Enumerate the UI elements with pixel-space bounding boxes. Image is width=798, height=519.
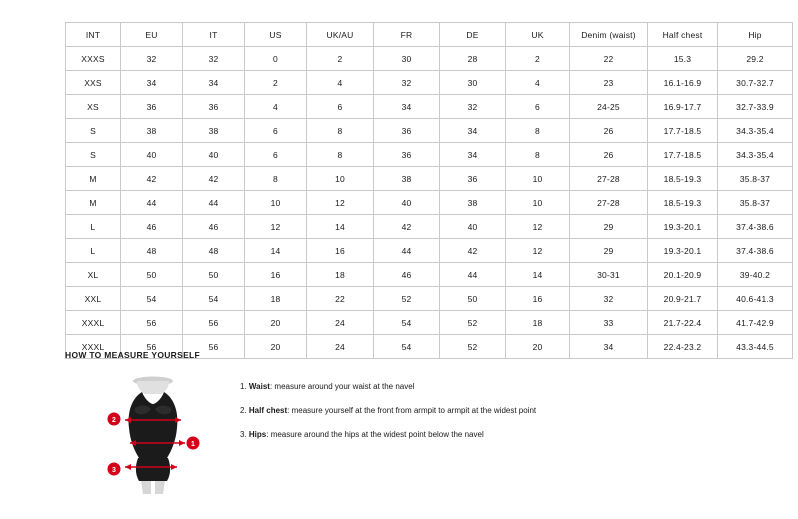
cell-it: 36: [183, 95, 245, 119]
cell-int: S: [66, 143, 121, 167]
cell-fr: 54: [374, 311, 440, 335]
marker-2-icon: [108, 413, 121, 426]
cell-uk-au: 22: [307, 287, 374, 311]
instruction-text: : measure around your waist at the navel: [269, 382, 415, 391]
cell-de: 38: [440, 191, 506, 215]
cell-hip: 34.3-35.4: [718, 143, 793, 167]
cell-us: 8: [245, 167, 307, 191]
cell-denim-waist: 23: [570, 71, 648, 95]
cell-de: 34: [440, 143, 506, 167]
cell-eu: 56: [121, 311, 183, 335]
cell-fr: 40: [374, 191, 440, 215]
cell-it: 56: [183, 335, 245, 359]
cell-half-chest: 17.7-18.5: [648, 143, 718, 167]
cell-us: 4: [245, 95, 307, 119]
cell-denim-waist: 30-31: [570, 263, 648, 287]
column-header-denim-waist: Denim (waist): [570, 23, 648, 47]
cell-us: 20: [245, 335, 307, 359]
cell-uk-au: 8: [307, 143, 374, 167]
cell-hip: 34.3-35.4: [718, 119, 793, 143]
cell-de: 50: [440, 287, 506, 311]
cell-uk-au: 2: [307, 47, 374, 71]
cell-de: 42: [440, 239, 506, 263]
cell-half-chest: 16.9-17.7: [648, 95, 718, 119]
instruction-number: 2.: [240, 406, 247, 415]
table-row: [66, 239, 793, 263]
cell-uk-au: 12: [307, 191, 374, 215]
cell-de: 32: [440, 95, 506, 119]
cell-uk: 12: [506, 215, 570, 239]
cell-eu: 44: [121, 191, 183, 215]
table-row: [66, 95, 793, 119]
cell-uk: 20: [506, 335, 570, 359]
cell-it: 50: [183, 263, 245, 287]
cell-denim-waist: 34: [570, 335, 648, 359]
cell-uk-au: 14: [307, 215, 374, 239]
cell-int: XXXL: [66, 335, 121, 359]
how-to-measure-section: [65, 350, 765, 474]
cell-de: 36: [440, 167, 506, 191]
cell-half-chest: 18.5-19.3: [648, 191, 718, 215]
cell-uk: 10: [506, 191, 570, 215]
cell-de: 30: [440, 71, 506, 95]
svg-text:2: 2: [112, 416, 116, 424]
cell-fr: 30: [374, 47, 440, 71]
cell-uk-au: 4: [307, 71, 374, 95]
cell-half-chest: 22.4-23.2: [648, 335, 718, 359]
cell-half-chest: 18.5-19.3: [648, 167, 718, 191]
cell-hip: 40.6-41.3: [718, 287, 793, 311]
table-row: [66, 143, 793, 167]
cell-uk-au: 6: [307, 95, 374, 119]
cell-fr: 52: [374, 287, 440, 311]
cell-half-chest: 20.1-20.9: [648, 263, 718, 287]
instruction-text: : measure around the hips at the widest point below the navel: [266, 430, 484, 439]
cell-it: 32: [183, 47, 245, 71]
cell-hip: 41.7-42.9: [718, 311, 793, 335]
cell-eu: 48: [121, 239, 183, 263]
cell-uk: 16: [506, 287, 570, 311]
instruction-number: 1.: [240, 382, 247, 391]
size-chart-container: [65, 22, 774, 359]
cell-hip: 43.3-44.5: [718, 335, 793, 359]
cell-eu: 42: [121, 167, 183, 191]
measurement-instructions-list: [240, 380, 760, 452]
cell-half-chest: 15.3: [648, 47, 718, 71]
cell-uk-au: 18: [307, 263, 374, 287]
column-header-hip: Hip: [718, 23, 793, 47]
cell-int: XXS: [66, 71, 121, 95]
instruction-term: Hips: [248, 430, 267, 439]
cell-us: 12: [245, 215, 307, 239]
cell-denim-waist: 26: [570, 119, 648, 143]
cell-hip: 29.2: [718, 47, 793, 71]
cell-int: XXXL: [66, 311, 121, 335]
cell-uk: 10: [506, 167, 570, 191]
female-mannequin-measurement-diagram: [85, 374, 225, 494]
cell-fr: 44: [374, 239, 440, 263]
cell-uk: 8: [506, 119, 570, 143]
cell-us: 2: [245, 71, 307, 95]
cell-us: 20: [245, 311, 307, 335]
instruction-text: : measure yourself at the front from armpit to armpit at the widest point: [287, 406, 537, 415]
cell-int: XXXS: [66, 47, 121, 71]
cell-de: 52: [440, 335, 506, 359]
cell-it: 56: [183, 311, 245, 335]
cell-us: 10: [245, 191, 307, 215]
svg-text:3: 3: [112, 466, 116, 474]
cell-eu: 34: [121, 71, 183, 95]
table-header-row: [66, 23, 793, 47]
cell-fr: 34: [374, 95, 440, 119]
cell-it: 40: [183, 143, 245, 167]
cell-half-chest: 16.1-16.9: [648, 71, 718, 95]
cell-denim-waist: 32: [570, 287, 648, 311]
cell-us: 6: [245, 119, 307, 143]
column-header-uk: UK: [506, 23, 570, 47]
cell-de: 34: [440, 119, 506, 143]
cell-int: XL: [66, 263, 121, 287]
marker-3-icon: [108, 463, 121, 476]
cell-us: 14: [245, 239, 307, 263]
list-item: [240, 380, 760, 393]
cell-eu: 38: [121, 119, 183, 143]
column-header-de: DE: [440, 23, 506, 47]
cell-uk-au: 10: [307, 167, 374, 191]
cell-uk: 18: [506, 311, 570, 335]
table-row: [66, 287, 793, 311]
list-item: [240, 404, 760, 417]
cell-denim-waist: 27-28: [570, 191, 648, 215]
cell-uk-au: 8: [307, 119, 374, 143]
svg-text:1: 1: [191, 440, 195, 448]
column-header-int: INT: [66, 23, 121, 47]
cell-eu: 40: [121, 143, 183, 167]
column-header-us: US: [245, 23, 307, 47]
size-chart-table: [65, 22, 793, 359]
cell-hip: 37.4-38.6: [718, 215, 793, 239]
cell-int: M: [66, 191, 121, 215]
cell-us: 0: [245, 47, 307, 71]
cell-hip: 30.7-32.7: [718, 71, 793, 95]
cell-fr: 46: [374, 263, 440, 287]
column-header-fr: FR: [374, 23, 440, 47]
cell-half-chest: 19.3-20.1: [648, 239, 718, 263]
cell-uk: 4: [506, 71, 570, 95]
instruction-term: Half chest: [248, 406, 288, 415]
list-item: [240, 428, 760, 441]
cell-hip: 39-40.2: [718, 263, 793, 287]
column-header-it: IT: [183, 23, 245, 47]
cell-hip: 32.7-33.9: [718, 95, 793, 119]
cell-half-chest: 21.7-22.4: [648, 311, 718, 335]
table-row: [66, 71, 793, 95]
cell-fr: 32: [374, 71, 440, 95]
how-to-measure-title: HOW TO MEASURE YOURSELF: [65, 350, 201, 360]
cell-de: 28: [440, 47, 506, 71]
cell-eu: 46: [121, 215, 183, 239]
marker-1-icon: [187, 437, 200, 450]
cell-uk: 14: [506, 263, 570, 287]
cell-it: 34: [183, 71, 245, 95]
instruction-term: Waist: [248, 382, 270, 391]
cell-uk: 2: [506, 47, 570, 71]
cell-de: 44: [440, 263, 506, 287]
cell-de: 40: [440, 215, 506, 239]
cell-it: 44: [183, 191, 245, 215]
table-row: [66, 311, 793, 335]
cell-int: S: [66, 119, 121, 143]
cell-us: 6: [245, 143, 307, 167]
cell-it: 48: [183, 239, 245, 263]
table-row: [66, 191, 793, 215]
cell-it: 54: [183, 287, 245, 311]
cell-it: 38: [183, 119, 245, 143]
column-header-half-chest: Half chest: [648, 23, 718, 47]
cell-denim-waist: 24-25: [570, 95, 648, 119]
cell-half-chest: 17.7-18.5: [648, 119, 718, 143]
cell-eu: 36: [121, 95, 183, 119]
cell-eu: 50: [121, 263, 183, 287]
cell-denim-waist: 33: [570, 311, 648, 335]
cell-denim-waist: 26: [570, 143, 648, 167]
cell-it: 46: [183, 215, 245, 239]
cell-fr: 36: [374, 143, 440, 167]
cell-denim-waist: 29: [570, 215, 648, 239]
cell-half-chest: 19.3-20.1: [648, 215, 718, 239]
cell-eu: 56: [121, 335, 183, 359]
cell-int: M: [66, 167, 121, 191]
instruction-number: 3.: [240, 430, 247, 439]
cell-int: L: [66, 215, 121, 239]
cell-int: L: [66, 239, 121, 263]
cell-uk-au: 24: [307, 311, 374, 335]
cell-us: 18: [245, 287, 307, 311]
table-row: [66, 215, 793, 239]
table-row: [66, 119, 793, 143]
table-body: [66, 47, 793, 359]
cell-hip: 35.8-37: [718, 167, 793, 191]
cell-denim-waist: 29: [570, 239, 648, 263]
cell-hip: 35.8-37: [718, 191, 793, 215]
cell-us: 16: [245, 263, 307, 287]
cell-denim-waist: 27-28: [570, 167, 648, 191]
cell-int: XXL: [66, 287, 121, 311]
cell-half-chest: 20.9-21.7: [648, 287, 718, 311]
cell-eu: 54: [121, 287, 183, 311]
cell-de: 52: [440, 311, 506, 335]
cell-hip: 37.4-38.6: [718, 239, 793, 263]
cell-fr: 38: [374, 167, 440, 191]
cell-int: XS: [66, 95, 121, 119]
cell-fr: 54: [374, 335, 440, 359]
table-row: [66, 263, 793, 287]
cell-it: 42: [183, 167, 245, 191]
cell-fr: 36: [374, 119, 440, 143]
table-row: [66, 47, 793, 71]
table-head: [66, 23, 793, 47]
table-row: [66, 167, 793, 191]
column-header-uk-au: UK/AU: [307, 23, 374, 47]
cell-fr: 42: [374, 215, 440, 239]
cell-denim-waist: 22: [570, 47, 648, 71]
column-header-eu: EU: [121, 23, 183, 47]
cell-uk-au: 24: [307, 335, 374, 359]
cell-uk: 6: [506, 95, 570, 119]
cell-uk: 12: [506, 239, 570, 263]
cell-uk-au: 16: [307, 239, 374, 263]
cell-uk: 8: [506, 143, 570, 167]
cell-eu: 32: [121, 47, 183, 71]
